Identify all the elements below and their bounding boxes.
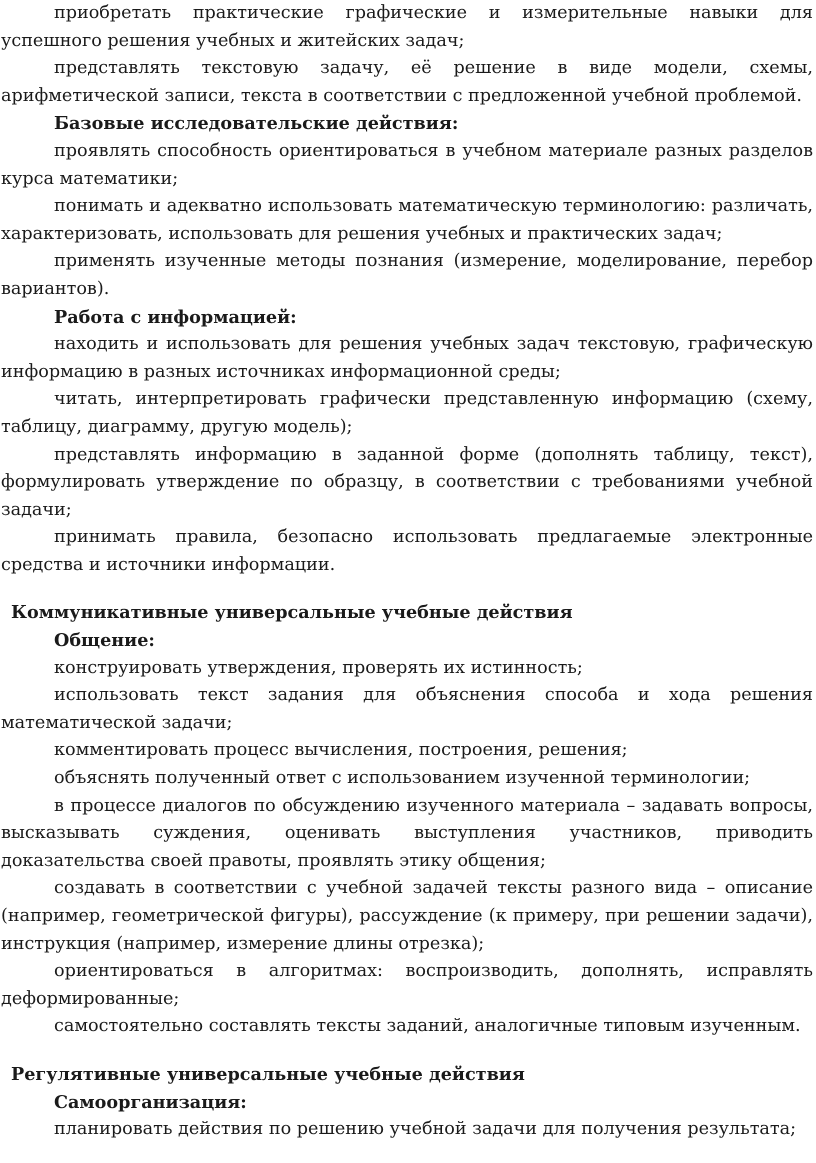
paragraph: использовать текст задания для объяснения способа и хода решения математической задачи;	[1, 685, 813, 733]
paragraph: объяснять полученный ответ с использованием изученной терминологии;	[54, 768, 751, 789]
paragraph: представлять информацию в заданной форме (дополнять таблицу, текст), формулировать утверждение по образцу, в соответствии с требованиями учебной задачи;	[1, 444, 813, 520]
subheading-research: Базовые исследовательские действия:	[54, 113, 459, 135]
paragraph: представлять текстовую задачу, её решение в виде модели, схемы, арифметической записи, текста в соответствии с предложенной учебной проблемой.	[1, 58, 813, 106]
paragraph: применять изученные методы познания (измерение, моделирование, перебор вариантов).	[1, 251, 813, 299]
paragraph: находить и использовать для решения учебных задач текстовую, графическую информацию в разных источниках информационной среды;	[1, 334, 813, 382]
paragraph: создавать в соответствии с учебной задачей тексты разного вида – описание (например, геометрической фигуры), рассуждение (к примеру, при решении задачи), инструкция (например, измерение длины отрезка);	[1, 878, 813, 954]
subheading-self-organization: Самоорганизация:	[54, 1091, 247, 1113]
section-spacer	[1, 579, 813, 599]
paragraph: самостоятельно составлять тексты заданий, аналогичные типовым изученным.	[54, 1016, 801, 1037]
paragraph: комментировать процесс вычисления, построения, решения;	[54, 740, 628, 761]
paragraph: читать, интерпретировать графически представленную информацию (схему, таблицу, диаграмму, другую модель);	[1, 389, 813, 437]
section-title-communicative: Коммуникативные универсальные учебные действия	[11, 602, 573, 624]
paragraph: понимать и адекватно использовать математическую терминологию: различать, характеризовать, использовать для решения учебных и практических задач;	[1, 196, 813, 244]
paragraph: планировать действия по решению учебной задачи для получения результата;	[54, 1119, 797, 1140]
section-title-regulatory: Регулятивные универсальные учебные действия	[11, 1063, 525, 1085]
paragraph: конструировать утверждения, проверять их истинность;	[54, 657, 583, 678]
paragraph: приобретать практические графические и измерительные навыки для успешного решения учебных и житейских задач;	[1, 3, 813, 51]
subheading-communication: Общение:	[54, 630, 155, 652]
paragraph: в процессе диалогов по обсуждению изученного материала – задавать вопросы, высказывать суждения, оценивать выступления участников, приводить доказательства своей правоты, проявлять этику общения;	[1, 795, 813, 871]
section-spacer	[1, 1041, 813, 1061]
paragraph: принимать правила, безопасно использовать предлагаемые электронные средства и источники информации.	[1, 527, 813, 575]
subheading-info: Работа с информацией:	[54, 306, 297, 328]
paragraph: проявлять способность ориентироваться в учебном материале разных разделов курса математики;	[1, 140, 813, 189]
paragraph: ориентироваться в алгоритмах: воспроизводить, дополнять, исправлять деформированные;	[1, 961, 813, 1009]
